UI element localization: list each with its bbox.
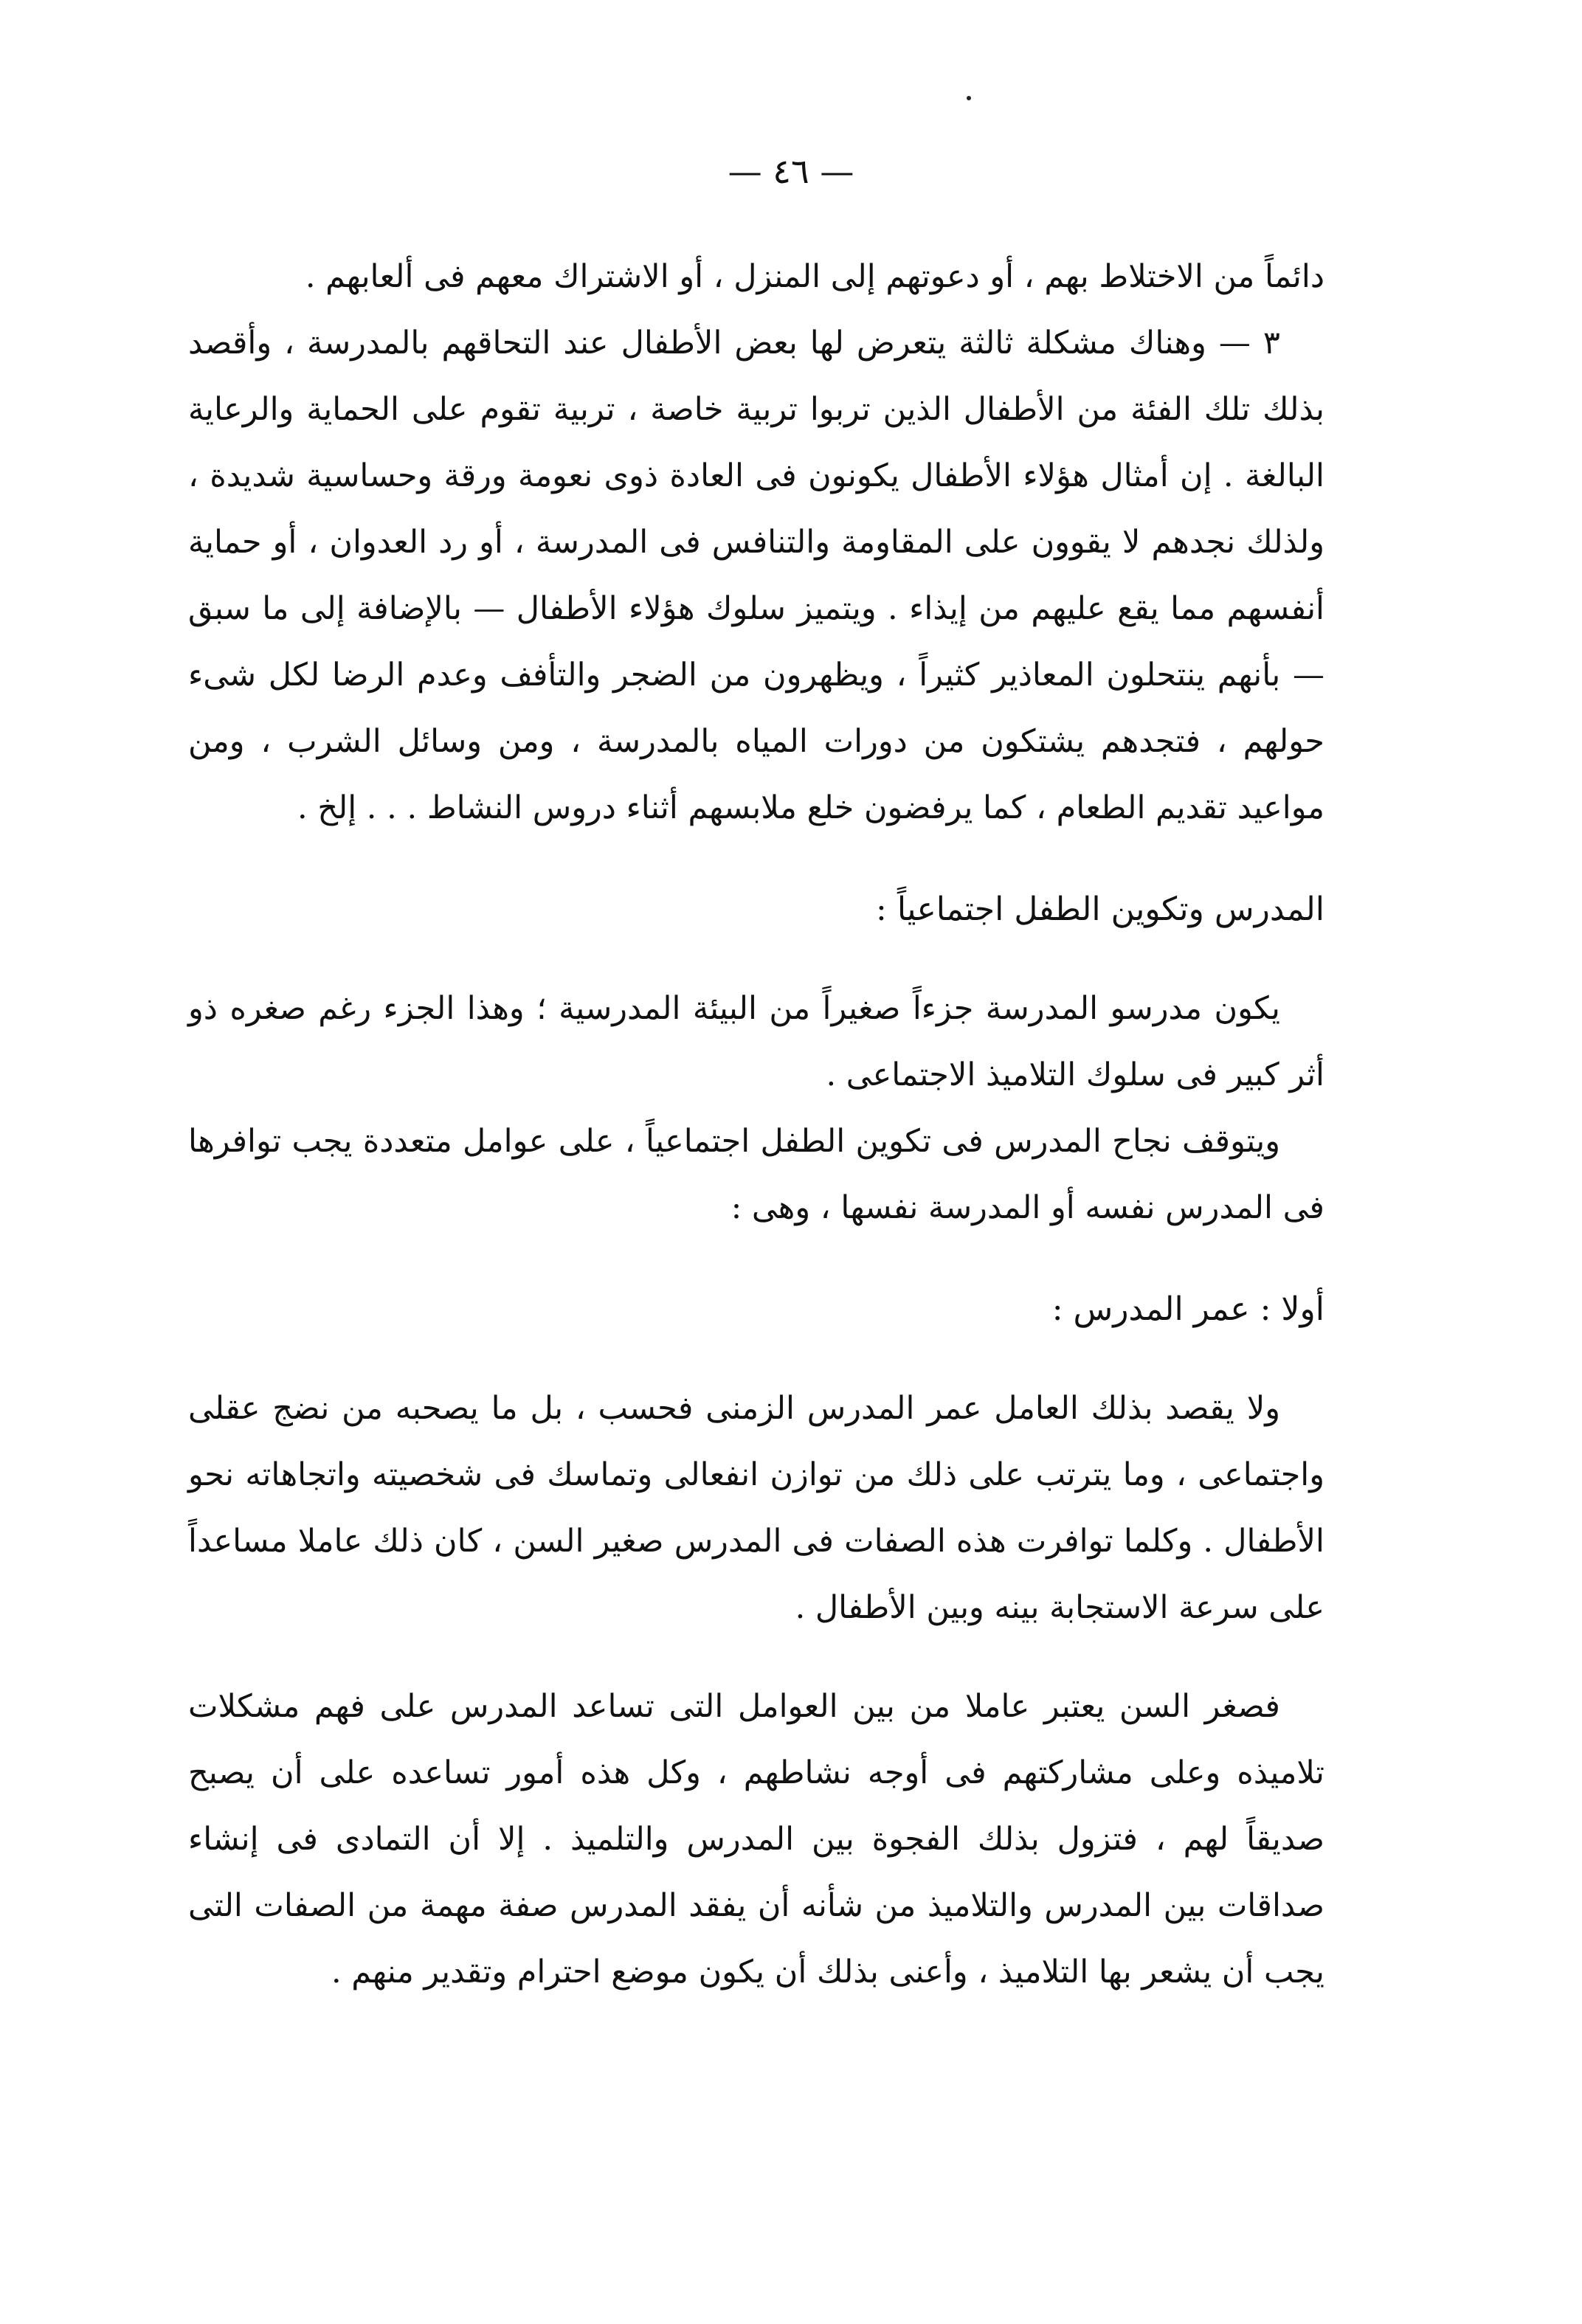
paragraph-problem-three: ٣ — وهناك مشكلة ثالثة يتعرض لها بعض الأطفال عند التحاقهم بالمدرسة ، وأقصد بذلك تلك الفئة من الأطفال الذين تربوا تربية خاصة ، تربية تقوم على الحماية والرعاية البالغة . إن أمثال هؤلاء الأطفال يكونون فى العادة ذوى نعومة ورقة وحساسية شديدة ، ولذلك نجدهم لا يقوون على المقاومة والتنافس فى المدرسة ، أو رد العدوان ، أو حماية أنفسهم مما يقع عليهم من إيذاء . ويتميز سلوك هؤلاء الأطفال — بالإضافة إلى ما سبق— بأنهم ينتحلون المعاذير كثيراً ، ويظهرون من الضجر والتأفف وعدم الرضا لكل شىء حولهم ، فتجدهم يشتكون من دورات المياه بالمدرسة ، ومن وسائل الشرب ، ومن مواعيد تقديم الطعام ، كما يرفضون خلع ملابسهم أثناء دروس النشاط . . . إلخ . xyxy=(188,325,1324,826)
paragraph-age-meaning: ولا يقصد بذلك العامل عمر المدرس الزمنى فحسب ، بل ما يصحبه من نضج عقلى واجتماعى ، وما يترتب على ذلك من توازن انفعالى وتماسك فى شخصيته واتجاهاته نحو الأطفال . وكلما توافرت هذه الصفات فى المدرس صغير السن ، كان ذلك عاملا مساعداً على سرعة الاستجابة بينه وبين الأطفال . xyxy=(188,1390,1324,1626)
section-heading-teacher-social: المدرس وتكوين الطفل اجتماعياً : xyxy=(876,890,1324,928)
stray-dot-mark xyxy=(967,96,971,100)
paragraph-success-factors: ويتوقف نجاح المدرس فى تكوين الطفل اجتماعياً ، على عوامل متعددة يجب توافرها فى المدرس نفسه أو المدرسة نفسها ، وهى : xyxy=(188,1123,1324,1226)
page-number: — ٤٦ — xyxy=(728,151,854,191)
page-body xyxy=(188,243,1324,2005)
paragraph-young-age-factor: فصغر السن يعتبر عاملا من بين العوامل التى تساعد المدرس على فهم مشكلات تلاميذه وعلى مشاركتهم فى أوجه نشاطهم ، وكل هذه أمور تساعده على أن يصبح صديقاً لهم ، فتزول بذلك الفجوة بين المدرس والتلميذ . إلا أن التمادى فى إنشاء صداقات بين المدرس والتلاميذ من شأنه أن يفقد المدرس صفة مهمة من الصفات التى يجب أن يشعر بها التلاميذ ، وأعنى بذلك أن يكون موضع احترام وتقدير منهم . xyxy=(188,1688,1324,1991)
section-heading-teacher-age: أولا : عمر المدرس : xyxy=(1051,1290,1324,1328)
paragraph-teachers-role: يكون مدرسو المدرسة جزءاً صغيراً من البيئة المدرسية ؛ وهذا الجزء رغم صغره ذو أثر كبير فى سلوك التلاميذ الاجتماعى . xyxy=(188,990,1324,1093)
continued-paragraph: دائماً من الاختلاط بهم ، أو دعوتهم إلى المنزل ، أو الاشتراك معهم فى ألعابهم . xyxy=(305,258,1324,295)
